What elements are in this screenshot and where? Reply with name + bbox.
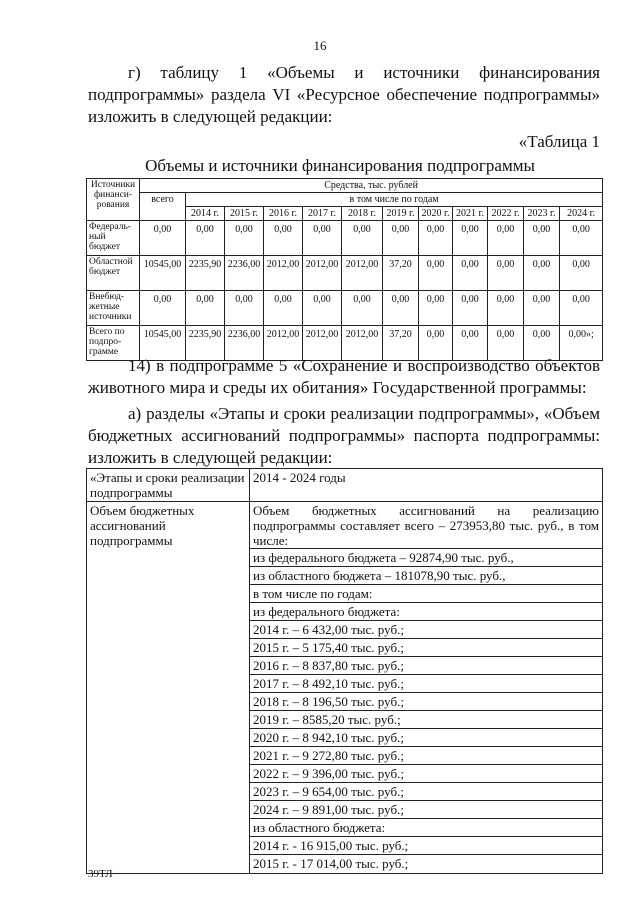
item-14-line-1: 14) в подпрограмме 5 «Сохранение и воспроизводство объектов [128,356,600,375]
budget-intro: Объем бюджетных ассигнований на реализацию подпрограммы составляет всего – 273953,80 тыс. руб., в том числе: [253,503,599,548]
header-year: 2022 г. [488,207,524,221]
cell-value: 0,00 [453,221,488,256]
item-g-line-3: изложить в следующей редакции: [88,107,333,126]
cell-value: 0,00 [419,221,453,256]
cell-value: 0,00 [453,291,488,326]
cell-value: 10545,00 [140,256,186,291]
cell-value: 2235,90 [186,326,225,361]
cell-value: 10545,00 [140,326,186,361]
header-by-years: в том числе по годам [186,193,603,207]
cell-value: 0,00 [453,326,488,361]
budget-line: 2021 г. – 9 272,80 тыс. руб.; [250,746,602,764]
budget-line: 2023 г. – 9 654,00 тыс. руб.; [250,782,602,800]
cell-value: 37,20 [383,256,419,291]
footer-code: 39ТЛ [88,868,113,880]
cell-value: 0,00 [383,291,419,326]
cell-value: 2012,00 [303,326,342,361]
table-row-federal [87,221,603,256]
cell-value: 0,00 [524,221,560,256]
cell-value: 0,00 [560,221,603,256]
budget-line: из областного бюджета – 181078,90 тыс. руб., [250,566,602,584]
cell-value: 0,00 [383,221,419,256]
cell-value: 0,00 [453,256,488,291]
row-source: Внебюд-жетные источники [87,291,140,326]
header-year: 2017 г. [303,207,342,221]
cell-value: 0,00 [342,221,383,256]
header-year: 2018 г. [342,207,383,221]
item-g-line-2: подпрограммы» раздела VI «Ресурсное обеспечение подпрограммы» [88,85,600,104]
cell-value: 0,00 [488,256,524,291]
cell-value: 0,00 [524,326,560,361]
budget-line: из федерального бюджета: [250,602,602,620]
budget-line: 2015 г. – 5 175,40 тыс. руб.; [250,638,602,656]
header-source: Источники финанси-рования [87,179,140,221]
passport-label-stages: «Этапы и сроки реализации подпрограммы [87,469,250,502]
passport-row-budget [87,502,603,874]
header-year: 2015 г. [225,207,264,221]
passport-label-budget: Объем бюджетных ассигнований подпрограммы [87,502,250,874]
header-year: 2023 г. [524,207,560,221]
budget-line: 2016 г. – 8 837,80 тыс. руб.; [250,656,602,674]
cell-value: 2236,00 [225,256,264,291]
budget-line: из федерального бюджета – 92874,90 тыс. руб., [250,548,602,566]
header-total: всего [140,193,186,221]
cell-value: 0,00 [419,256,453,291]
budget-line: 2014 г. - 16 915,00 тыс. руб.; [250,836,602,854]
cell-value: 0,00 [140,291,186,326]
cell-value: 2012,00 [342,256,383,291]
row-source: Всего по подпро-грамме [87,326,140,361]
cell-value: 0,00 [342,291,383,326]
budget-line: 2019 г. – 8585,20 тыс. руб.; [250,710,602,728]
passport-row-stages [87,469,603,502]
cell-value: 0,00 [560,291,603,326]
header-year: 2021 г. [453,207,488,221]
budget-line: 2020 г. – 8 942,10 тыс. руб.; [250,728,602,746]
item-g-paragraph [88,62,600,128]
cell-value: 0,00 [488,221,524,256]
cell-value: 2236,00 [225,326,264,361]
budget-line: 2014 г. – 6 432,00 тыс. руб.; [250,620,602,638]
cell-value: 0,00 [560,256,603,291]
item-a-line-3: изложить в следующей редакции: [88,448,333,467]
cell-value: 2012,00 [303,256,342,291]
item-a-line-2: бюджетных ассигнований подпрограммы» паспорта подпрограммы: [88,426,600,445]
header-year: 2014 г. [186,207,225,221]
table-row-regional [87,256,603,291]
item-14-paragraph [88,355,600,399]
budget-line: 2024 г. – 9 891,00 тыс. руб.; [250,800,602,818]
row-source: Областной бюджет [87,256,140,291]
budget-line: 2017 г. – 8 492,10 тыс. руб.; [250,674,602,692]
financing-table [86,178,603,361]
cell-value: 0,00 [186,221,225,256]
cell-value: 0,00 [225,291,264,326]
header-funds: Средства, тыс. рублей [140,179,603,193]
row-source: Федераль-ный бюджет [87,221,140,256]
cell-value: 0,00 [488,291,524,326]
cell-value: 0,00 [140,221,186,256]
cell-value: 0,00»; [560,326,603,361]
cell-value: 0,00 [419,326,453,361]
table-label: «Таблица 1 [518,132,600,151]
cell-value: 0,00 [264,221,303,256]
budget-line: 2018 г. – 8 196,50 тыс. руб.; [250,692,602,710]
passport-table [86,468,603,874]
table-row-extrabudget [87,291,603,326]
header-year: 2024 г. [560,207,603,221]
header-year: 2019 г. [383,207,419,221]
page-number: 16 [313,38,327,53]
budget-line: из областного бюджета: [250,818,602,836]
cell-value: 37,20 [383,326,419,361]
cell-value: 2235,90 [186,256,225,291]
cell-value: 0,00 [419,291,453,326]
cell-value: 0,00 [488,326,524,361]
item-14-line-2: животного мира и среды их обитания» Государственной программы: [88,378,587,397]
cell-value: 2012,00 [264,326,303,361]
passport-value-stages: 2014 - 2024 годы [250,469,603,502]
item-a-line-1: а) разделы «Этапы и сроки реализации подпрограммы», «Объем [128,404,600,423]
cell-value: 2012,00 [264,256,303,291]
item-a-paragraph [88,403,600,469]
passport-value-budget [250,502,603,874]
cell-value: 2012,00 [342,326,383,361]
cell-value: 0,00 [524,256,560,291]
budget-line: в том числе по годам: [250,584,602,602]
header-year: 2020 г. [419,207,453,221]
header-year: 2016 г. [264,207,303,221]
item-g-line-1: г) таблицу 1 «Объемы и источники финансирования [128,63,600,82]
cell-value: 0,00 [303,291,342,326]
cell-value: 0,00 [186,291,225,326]
budget-line: 2022 г. – 9 396,00 тыс. руб.; [250,764,602,782]
budget-line: 2015 г. - 17 014,00 тыс. руб.; [250,854,602,872]
cell-value: 0,00 [264,291,303,326]
table-title: Объемы и источники финансирования подпрограммы [145,156,535,175]
cell-value: 0,00 [303,221,342,256]
cell-value: 0,00 [524,291,560,326]
cell-value: 0,00 [225,221,264,256]
